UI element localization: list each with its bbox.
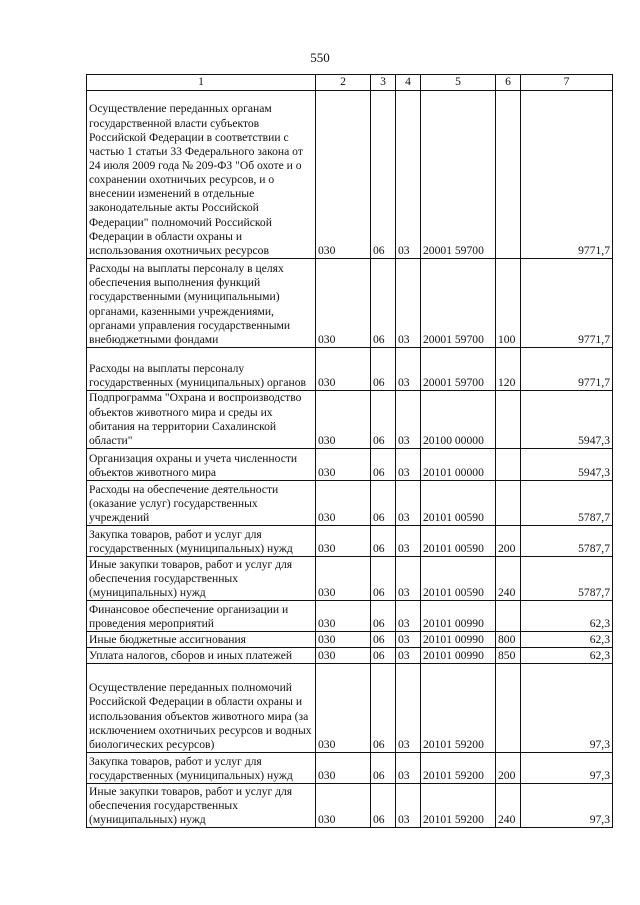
row-name: Расходы на выплаты персоналу в целях обеспечения выполнения функций государственными (муниципальными) органами, казенными учреждениями, органами управления государственными внебюджетными фондами <box>87 259 316 348</box>
row-target-code: 20101 00590 <box>421 481 496 526</box>
row-amount: 62,3 <box>521 648 613 664</box>
header-col-6: 6 <box>496 75 521 91</box>
row-target-code: 20100 00000 <box>421 391 496 449</box>
row-subsection-code: 03 <box>396 784 421 828</box>
row-ministry-code: 030 <box>316 91 371 259</box>
row-ministry-code: 030 <box>316 784 371 828</box>
header-col-5: 5 <box>421 75 496 91</box>
row-section-code: 06 <box>371 648 396 664</box>
table-row <box>87 632 613 648</box>
row-target-code: 20101 59200 <box>421 784 496 828</box>
table-row <box>87 91 613 259</box>
row-name: Организация охраны и учета численности объектов животного мира <box>87 449 316 481</box>
row-expense-type: 120 <box>496 348 521 391</box>
row-name: Иные закупки товаров, работ и услуг для обеспечения государственных (муниципальных) нужд <box>87 557 316 601</box>
row-ministry-code: 030 <box>316 391 371 449</box>
table-row <box>87 753 613 784</box>
row-name: Иные закупки товаров, работ и услуг для обеспечения государственных (муниципальных) нужд <box>87 784 316 828</box>
row-ministry-code: 030 <box>316 348 371 391</box>
row-amount: 5947,3 <box>521 449 613 481</box>
row-subsection-code: 03 <box>396 391 421 449</box>
table-row <box>87 526 613 557</box>
row-target-code: 20101 00590 <box>421 526 496 557</box>
header-col-1: 1 <box>87 75 316 91</box>
row-name: Осуществление переданных органам государственной власти субъектов Российской Федерации в соответствии с частью 1 статьи 33 Федерального закона от 24 июля 2009 года № 209-ФЗ "Об охоте и о сохранении охотничьих ресурсов, и о внесении изменений в отдельные законодательные акты Российской Федерации" полномочий Российской Федерации в области охраны и использования охотничьих ресурсов <box>87 91 316 259</box>
row-section-code: 06 <box>371 784 396 828</box>
row-subsection-code: 03 <box>396 753 421 784</box>
header-row <box>87 75 613 91</box>
row-amount: 5947,3 <box>521 391 613 449</box>
table-row <box>87 348 613 391</box>
row-section-code: 06 <box>371 632 396 648</box>
table-row <box>87 259 613 348</box>
row-expense-type: 850 <box>496 648 521 664</box>
row-ministry-code: 030 <box>316 632 371 648</box>
row-amount: 9771,7 <box>521 259 613 348</box>
row-amount: 62,3 <box>521 632 613 648</box>
row-subsection-code: 03 <box>396 601 421 632</box>
row-subsection-code: 03 <box>396 449 421 481</box>
row-name: Закупка товаров, работ и услуг для государственных (муниципальных) нужд <box>87 753 316 784</box>
row-expense-type: 240 <box>496 557 521 601</box>
row-expense-type: 100 <box>496 259 521 348</box>
row-subsection-code: 03 <box>396 664 421 753</box>
table-row <box>87 557 613 601</box>
row-target-code: 20001 59700 <box>421 259 496 348</box>
row-ministry-code: 030 <box>316 648 371 664</box>
row-target-code: 20101 00990 <box>421 648 496 664</box>
row-target-code: 20101 00590 <box>421 557 496 601</box>
row-subsection-code: 03 <box>396 348 421 391</box>
row-ministry-code: 030 <box>316 481 371 526</box>
row-amount: 5787,7 <box>521 481 613 526</box>
row-ministry-code: 030 <box>316 601 371 632</box>
header-col-2: 2 <box>316 75 371 91</box>
row-target-code: 20101 59200 <box>421 753 496 784</box>
row-ministry-code: 030 <box>316 557 371 601</box>
table-row <box>87 391 613 449</box>
row-amount: 9771,7 <box>521 348 613 391</box>
row-name: Осуществление переданных полномочий Российской Федерации в области охраны и использования объектов животного мира (за исключением охотничьих ресурсов и водных биологических ресурсов) <box>87 664 316 753</box>
row-name: Расходы на обеспечение деятельности (оказание услуг) государственных учреждений <box>87 481 316 526</box>
row-amount: 9771,7 <box>521 91 613 259</box>
row-target-code: 20101 00990 <box>421 601 496 632</box>
row-subsection-code: 03 <box>396 526 421 557</box>
table-row <box>87 601 613 632</box>
row-expense-type: 200 <box>496 753 521 784</box>
row-expense-type <box>496 391 521 449</box>
header-col-7: 7 <box>521 75 613 91</box>
table-row <box>87 784 613 828</box>
row-section-code: 06 <box>371 753 396 784</box>
row-expense-type <box>496 91 521 259</box>
table-row <box>87 481 613 526</box>
row-amount: 5787,7 <box>521 557 613 601</box>
row-amount: 97,3 <box>521 784 613 828</box>
table-body <box>87 91 613 828</box>
row-subsection-code: 03 <box>396 648 421 664</box>
row-section-code: 06 <box>371 557 396 601</box>
header-col-3: 3 <box>371 75 396 91</box>
table-row <box>87 664 613 753</box>
row-name: Уплата налогов, сборов и иных платежей <box>87 648 316 664</box>
row-subsection-code: 03 <box>396 259 421 348</box>
row-expense-type <box>496 601 521 632</box>
row-subsection-code: 03 <box>396 632 421 648</box>
row-target-code: 20001 59700 <box>421 348 496 391</box>
row-amount: 62,3 <box>521 601 613 632</box>
row-expense-type <box>496 664 521 753</box>
row-ministry-code: 030 <box>316 449 371 481</box>
row-target-code: 20101 00990 <box>421 632 496 648</box>
row-expense-type <box>496 449 521 481</box>
table-row <box>87 648 613 664</box>
row-name: Финансовое обеспечение организации и проведения мероприятий <box>87 601 316 632</box>
row-ministry-code: 030 <box>316 259 371 348</box>
row-ministry-code: 030 <box>316 753 371 784</box>
row-expense-type: 200 <box>496 526 521 557</box>
row-section-code: 06 <box>371 601 396 632</box>
row-section-code: 06 <box>371 526 396 557</box>
row-section-code: 06 <box>371 664 396 753</box>
row-section-code: 06 <box>371 481 396 526</box>
row-amount: 5787,7 <box>521 526 613 557</box>
row-subsection-code: 03 <box>396 557 421 601</box>
row-subsection-code: 03 <box>396 481 421 526</box>
row-ministry-code: 030 <box>316 526 371 557</box>
row-target-code: 20001 59700 <box>421 91 496 259</box>
row-amount: 97,3 <box>521 664 613 753</box>
header-col-4: 4 <box>396 75 421 91</box>
table-header <box>87 75 613 91</box>
row-name: Подпрограмма "Охрана и воспроизводство объектов животного мира и среды их обитания на территории Сахалинской области" <box>87 391 316 449</box>
row-name: Закупка товаров, работ и услуг для государственных (муниципальных) нужд <box>87 526 316 557</box>
row-expense-type <box>496 481 521 526</box>
row-expense-type: 800 <box>496 632 521 648</box>
row-section-code: 06 <box>371 91 396 259</box>
row-amount: 97,3 <box>521 753 613 784</box>
row-section-code: 06 <box>371 391 396 449</box>
table-row <box>87 449 613 481</box>
row-name: Иные бюджетные ассигнования <box>87 632 316 648</box>
row-expense-type: 240 <box>496 784 521 828</box>
row-ministry-code: 030 <box>316 664 371 753</box>
row-section-code: 06 <box>371 348 396 391</box>
row-name: Расходы на выплаты персоналу государственных (муниципальных) органов <box>87 348 316 391</box>
row-target-code: 20101 59200 <box>421 664 496 753</box>
row-target-code: 20101 00000 <box>421 449 496 481</box>
row-section-code: 06 <box>371 449 396 481</box>
row-subsection-code: 03 <box>396 91 421 259</box>
budget-table <box>86 74 613 828</box>
row-section-code: 06 <box>371 259 396 348</box>
page-number: 550 <box>310 50 330 65</box>
